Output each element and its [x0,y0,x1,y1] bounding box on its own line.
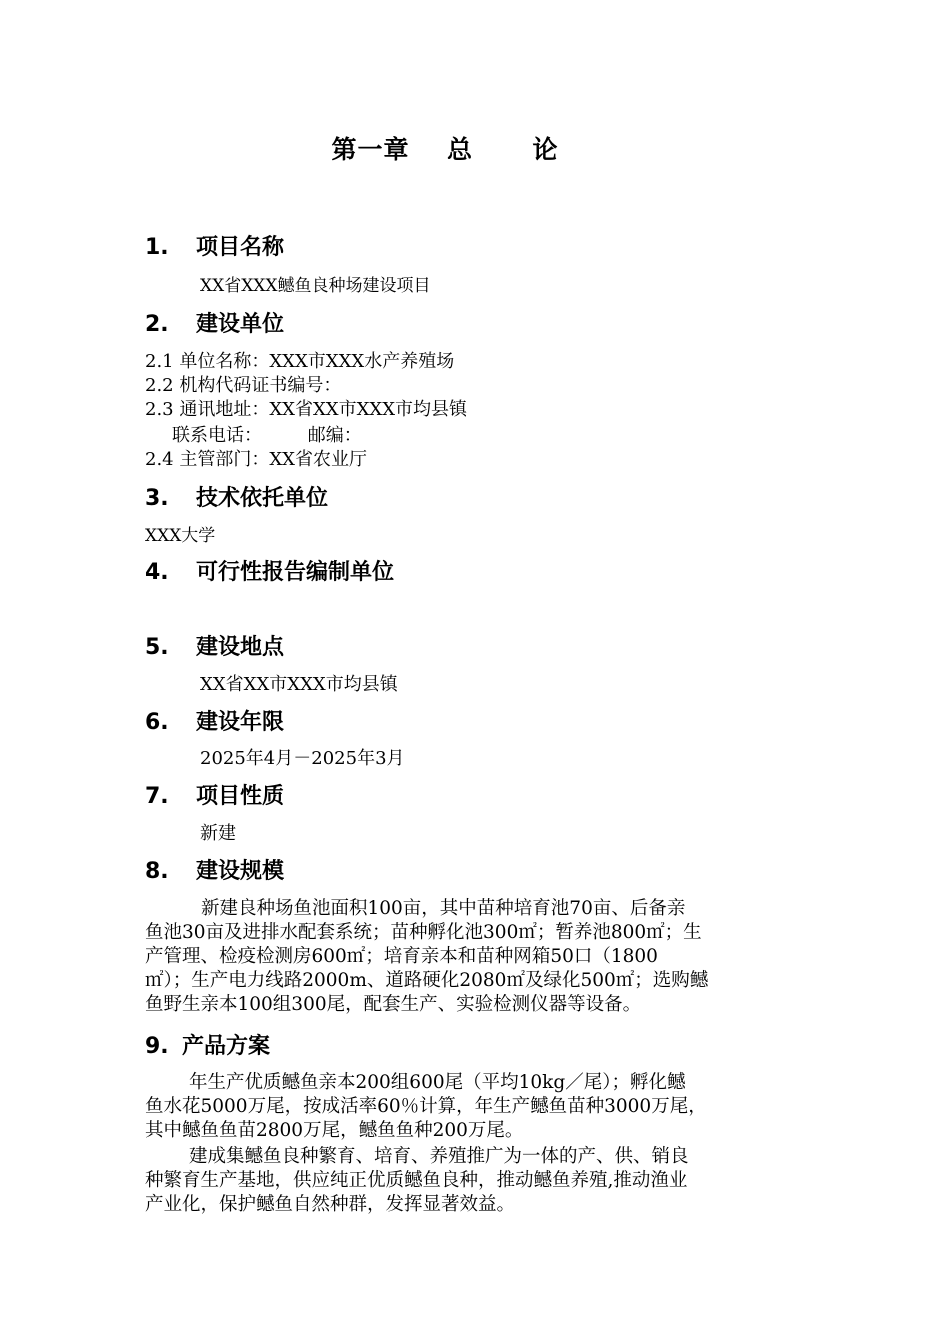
section-heading-8: 8. 建设规模 [145,859,285,884]
contact-line: 联系电话： 邮编： [172,425,362,446]
product-paragraph-1: 年生产优质鳡鱼亲本200组600尾（平均10kg／尾）；孵化鳡 鱼水花5000万尾，按成活率60％计算，年生产鳡鱼苗种3000万尾， 其中鳡鱼鱼苗2800万尾，鳡鱼鱼种200万尾。 [145,1072,707,1141]
supervisor: 2.4 主管部门：XX省农业厅 [145,449,367,470]
org-code: 2.2 机构代码证书编号： [145,375,342,396]
project-name: XX省XXX鳡鱼良种场建设项目 [200,276,431,296]
chapter-title: 第一章 总 论 [331,135,559,164]
section-heading-7: 7. 项目性质 [145,784,285,809]
section-heading-2: 2. 建设单位 [145,312,285,337]
scale-paragraph: 新建良种场鱼池面积100亩，其中苗种培育池70亩、后备亲 鱼池30亩及进排水配套系统；苗种孵化池300㎡；暂养池800㎡；生 产管理、检疫检测房600㎡；培育亲本和苗种网箱50口（1800 ㎡）；生产电力线路2000m、道路硬化2080㎡及绿化500㎡；选购鳡 鱼野生亲本100组300尾，配套生产、实验检测仪器等设备。 [145,898,709,1015]
section-heading-3: 3. 技术依托单位 [145,486,329,511]
section-heading-4: 4. 可行性报告编制单位 [145,560,395,585]
section-heading-1: 1. 项目名称 [145,235,285,260]
section-heading-9: 9. 产品方案 [145,1034,271,1059]
address: 2.3 通讯地址：XX省XX市XXX市均县镇 [145,399,468,420]
period: 2025年4月－2025年3月 [200,748,405,769]
unit-name: 2.1 单位名称：XXX市XXX水产养殖场 [145,351,455,372]
section-heading-6: 6. 建设年限 [145,710,285,735]
section-heading-5: 5. 建设地点 [145,635,285,660]
location: XX省XX市XXX市均县镇 [200,674,398,695]
product-paragraph-2: 建成集鳡鱼良种繁育、培育、养殖推广为一体的产、供、销良 种繁育生产基地，供应纯正优质鳡鱼良种，推动鳡鱼养殖,推动渔业 产业化，保护鳡鱼自然种群，发挥显著效益。 [145,1146,689,1215]
nature: 新建 [200,823,236,844]
tech-unit: XXX大学 [145,526,216,546]
